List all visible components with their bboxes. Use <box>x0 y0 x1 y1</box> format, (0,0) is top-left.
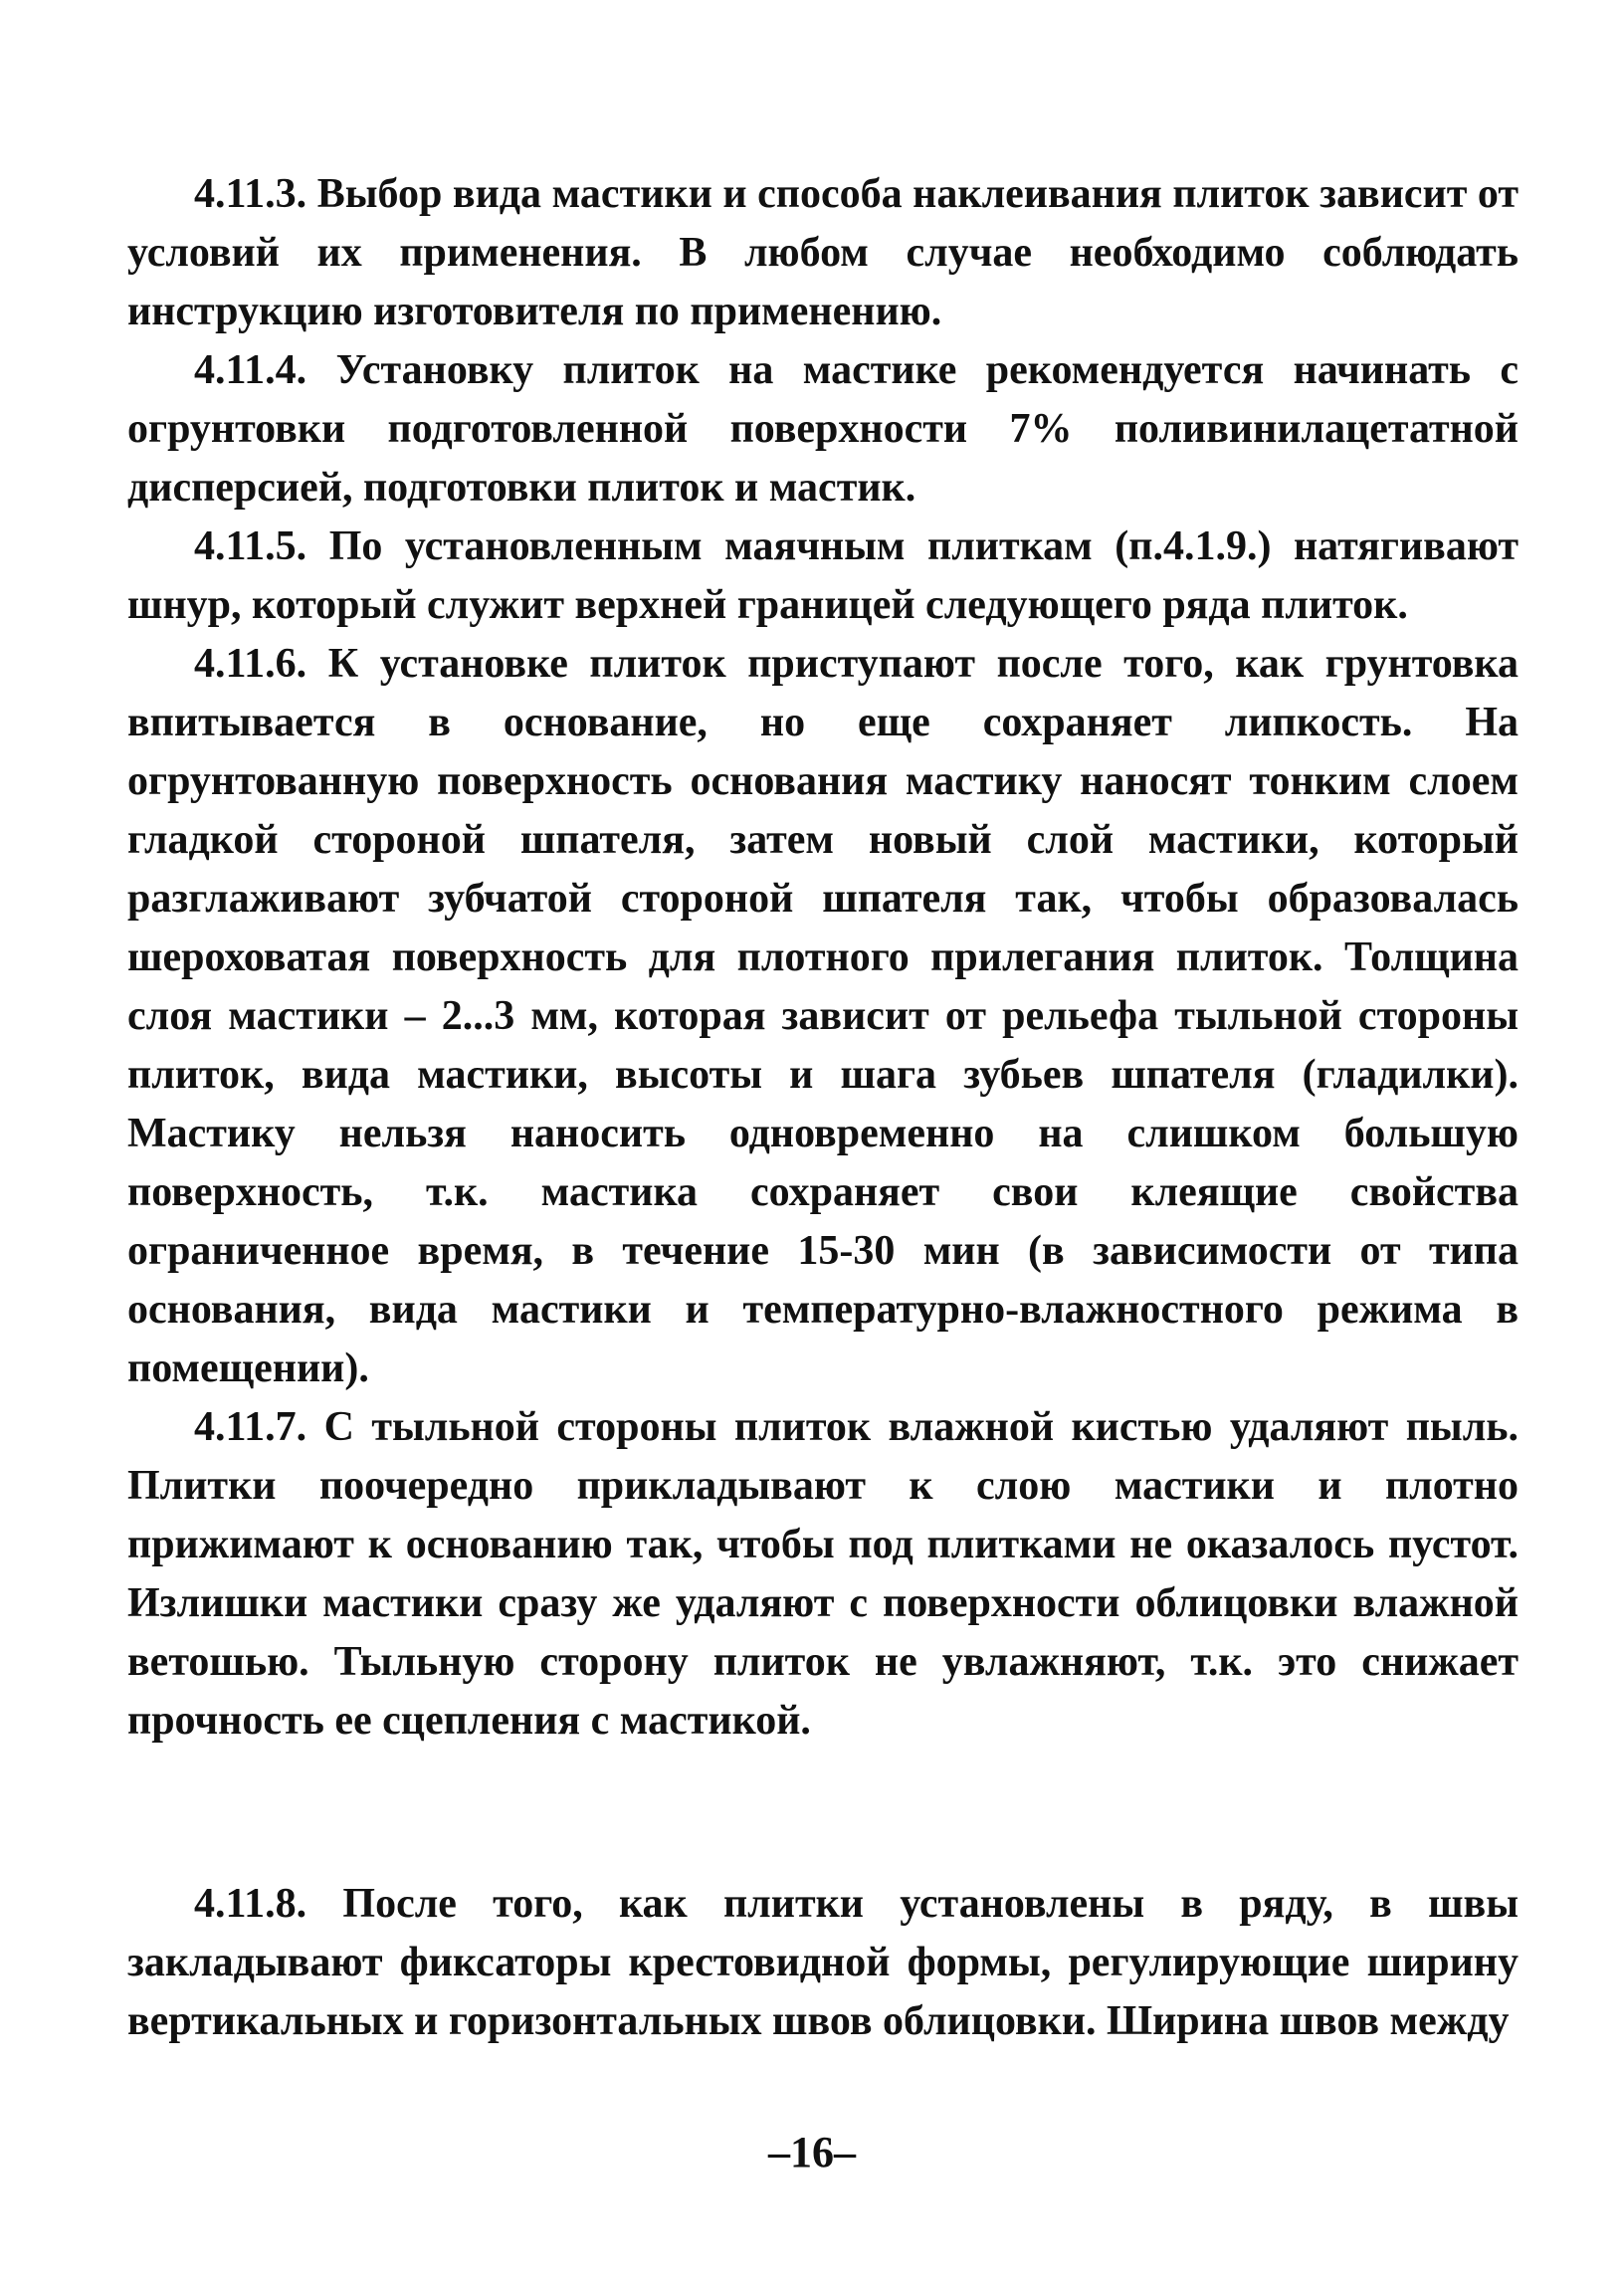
text-block-lower <box>127 1875 1519 2051</box>
paragraph-number: 4.11.7. <box>194 1404 307 1450</box>
paragraph-number: 4.11.6. <box>194 641 307 687</box>
paragraph-4-11-7 <box>127 1398 1519 1751</box>
paragraph-4-11-5 <box>127 518 1519 635</box>
page-number: –16– <box>768 2128 856 2176</box>
paragraph-4-11-6 <box>127 635 1519 1398</box>
text-block-upper <box>127 165 1519 1751</box>
paragraph-text: После того, как плитки установлены в ряду, в швы закладывают фиксаторы крестовидной формы, регулирующие ширину вертикальных и горизонтальных швов облицовки. Ширина швов между <box>127 1881 1520 2044</box>
paragraph-text: К установке плиток приступают после того, как грунтовка впитывается в основание, но еще сохраняет липкость. На огрунтованную поверхность основания мастику наносят тонким слоем гладкой стороной шпателя, затем новый слой мастики, который разглаживают зубчатой стороной шпателя так, чтобы образовалась шероховатая поверхность для плотного прилегания плиток. Толщина слоя мастики – 2...3 мм, которая зависит от рельефа тыльной стороны плиток, вида мастики, высоты и шага зубьев шпателя (гладилки). Мастику нельзя наносить одновременно на слишком большую поверхность, т.к. мастика сохраняет свои клеящие свойства ограниченное время, в течение 15-30 мин (в зависимости от типа основания, вида мастики и температурно-влажностного режима в помещении). <box>127 641 1519 1391</box>
paragraph-number: 4.11.3. <box>194 171 307 217</box>
paragraph-text: Выбор вида мастики и способа наклеивания плиток зависит от условий их применения. В любом случае необходимо соблюдать инструкцию изготовителя по применению. <box>127 171 1519 334</box>
paragraph-number: 4.11.4. <box>194 347 307 393</box>
paragraph-text: Установку плиток на мастике рекомендуется начинать с огрунтовки подготовленной поверхности 7% поливинилацетатной дисперсией, подготовки плиток и мастик. <box>127 347 1520 511</box>
paragraph-4-11-4 <box>127 341 1519 518</box>
paragraph-text: По установленным маячным плиткам (п.4.1.9.) натягивают шнур, который служит верхней границей следующего ряда плиток. <box>127 523 1519 628</box>
paragraph-number: 4.11.8. <box>194 1881 307 1927</box>
paragraph-number: 4.11.5. <box>194 523 307 569</box>
paragraph-text: С тыльной стороны плиток влажной кистью удаляют пыль. Плитки поочередно прикладывают к слою мастики и плотно прижимают к основанию так, чтобы под плитками не оказалось пустот. Излишки мастики сразу же удаляют с поверхности облицовки влажной ветошью. Тыльную сторону плиток не увлажняют, т.к. это снижает прочность ее сцепления с мастикой. <box>127 1404 1519 1744</box>
paragraph-4-11-8 <box>127 1875 1519 2051</box>
paragraph-4-11-3 <box>127 165 1519 341</box>
